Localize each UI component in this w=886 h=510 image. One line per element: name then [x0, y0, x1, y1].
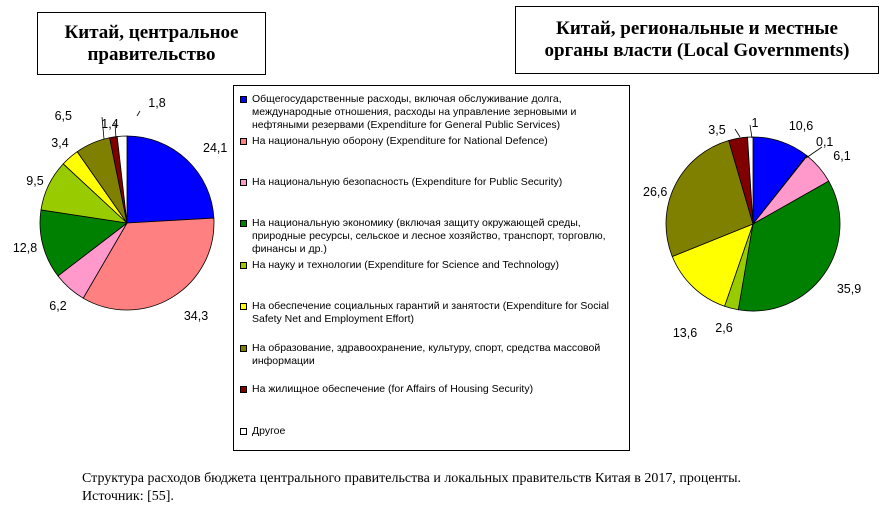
local-data-label-6: 13,6 — [672, 326, 698, 340]
local-data-label-7: 26,6 — [643, 185, 668, 199]
figure-caption — [82, 470, 882, 506]
local-data-label-4: 35,9 — [836, 282, 862, 296]
local-data-label-5: 2,6 — [715, 321, 733, 335]
central-leader-line-1 — [137, 111, 140, 116]
legend-item-other — [240, 425, 626, 438]
central-data-label-7: 6,5 — [54, 109, 72, 123]
legend-swatch — [240, 138, 247, 145]
local-data-label-3: 6,1 — [833, 149, 851, 163]
legend-label: На обеспечение социальных гарантий и занятости (Expenditure for Social Safety Net and Employment Effort) — [252, 300, 609, 325]
legend-label: На образование, здравоохранение, культуру, спорт, средства массовой информации — [252, 342, 601, 367]
central-data-label-2: 34,3 — [183, 309, 209, 323]
central-data-label-4: 12,8 — [12, 241, 38, 255]
local-leader-line-1 — [735, 129, 740, 137]
caption-line-1: Структура расходов бюджета центрального правительства и локальных правительств Китая в 2017, проценты. — [82, 471, 742, 486]
legend-label: На национальную оборону (Expenditure for National Defence) — [252, 135, 548, 147]
legend-swatch — [240, 303, 247, 310]
central-pie-slice-1 — [127, 136, 214, 223]
central-data-label-8: 1,4 — [101, 117, 119, 131]
legend-swatch — [240, 262, 247, 269]
legend-label: Общегосударственные расходы, включая обслуживание долга, международные отношения, расходы на управление зерновыми и нефтяными резервами (Expenditure for General Public Services) — [252, 93, 577, 131]
legend-swatch — [240, 179, 247, 186]
central-data-label-1: 24,1 — [203, 141, 228, 155]
legend-label: На национальную безопасность (Expenditure for Public Security) — [252, 176, 563, 188]
legend-item-defence — [240, 135, 626, 148]
legend-label: На национальную экономику (включая защиту окружающей среды, природные ресурсы, сельское и лесное хозяйство, транспорт, торговлю, финансы и др.) — [252, 217, 606, 255]
legend-swatch — [240, 345, 247, 352]
central-data-label-5: 9,5 — [26, 174, 44, 188]
legend-label: Другое — [252, 425, 286, 437]
legend-item-housing — [240, 383, 626, 396]
legend-item-public-security — [240, 176, 626, 189]
legend-swatch — [240, 96, 247, 103]
local-data-label-1: 10,6 — [788, 119, 814, 133]
local-data-label-8: 3,5 — [708, 123, 726, 137]
legend-item-economy — [240, 217, 626, 256]
central-data-label-6: 3,4 — [51, 136, 69, 150]
legend-label: На жилищное обеспечение (for Affairs of Housing Security) — [252, 383, 534, 395]
legend-item-education — [240, 342, 626, 368]
local-data-label-2: 0,1 — [816, 135, 834, 149]
legend — [233, 85, 630, 451]
central-data-label-9: 1,8 — [148, 96, 166, 110]
central-data-label-3: 6,2 — [49, 299, 67, 313]
local-data-label-9: 1 — [751, 116, 759, 130]
central-government-title-text: Китай, центральное правительство — [64, 21, 239, 65]
legend-label: На науку и технологии (Expenditure for Science and Technology) — [252, 259, 560, 271]
caption-line-2: Источник: [55]. — [82, 489, 174, 504]
local-governments-title-text: Китай, региональные и местные органы власти (Local Governments) — [544, 18, 850, 61]
legend-item-social-safety — [240, 300, 626, 326]
legend-item-general-services — [240, 93, 626, 132]
legend-swatch — [240, 220, 247, 227]
legend-swatch — [240, 386, 247, 393]
legend-swatch — [240, 428, 247, 435]
legend-item-science — [240, 259, 626, 272]
